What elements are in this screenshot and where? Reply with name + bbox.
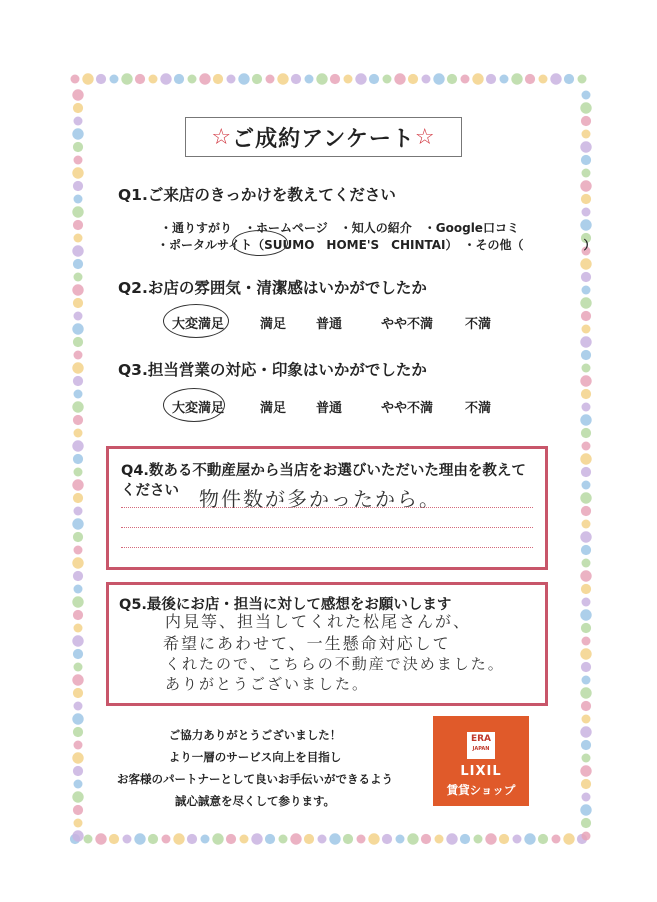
border-dot bbox=[72, 323, 83, 334]
border-dot bbox=[72, 479, 83, 490]
border-dot bbox=[357, 835, 366, 844]
border-dot bbox=[72, 596, 83, 607]
border-dot bbox=[582, 169, 591, 178]
border-dot bbox=[74, 117, 83, 126]
border-dot bbox=[251, 833, 262, 844]
border-dot bbox=[581, 506, 591, 516]
border-dot bbox=[580, 531, 591, 542]
border-dot bbox=[305, 75, 314, 84]
border-dot bbox=[291, 74, 301, 84]
border-dot bbox=[73, 142, 83, 152]
border-dot bbox=[582, 520, 591, 529]
border-dot bbox=[582, 286, 591, 295]
border-dot bbox=[74, 663, 83, 672]
border-dot bbox=[421, 834, 431, 844]
border-dot bbox=[73, 493, 83, 503]
border-dot bbox=[238, 73, 249, 84]
border-dot bbox=[486, 74, 496, 84]
border-dot bbox=[174, 74, 184, 84]
border-dot bbox=[212, 833, 223, 844]
border-dot bbox=[472, 73, 483, 84]
border-dot bbox=[582, 91, 591, 100]
border-dot bbox=[73, 103, 83, 113]
border-dot bbox=[74, 156, 83, 165]
q3-option-very-satisfied: 大変満足 bbox=[172, 401, 225, 416]
border-dot bbox=[581, 740, 591, 750]
border-dot bbox=[580, 453, 591, 464]
q2-option-normal: 普通 bbox=[316, 317, 343, 332]
border-dot bbox=[213, 74, 223, 84]
border-dot bbox=[72, 440, 83, 451]
border-dot bbox=[382, 834, 392, 844]
q4-answer-box bbox=[106, 446, 548, 570]
q2-selection-circle bbox=[163, 304, 229, 338]
q3-option-dissatisfied: 不満 bbox=[465, 401, 492, 416]
border-dot bbox=[422, 75, 431, 84]
border-dot bbox=[580, 297, 591, 308]
border-dot bbox=[73, 376, 83, 386]
border-dot bbox=[524, 833, 535, 844]
border-dot bbox=[582, 325, 591, 334]
border-dot bbox=[74, 390, 83, 399]
border-dot bbox=[582, 442, 591, 451]
border-dot bbox=[539, 75, 548, 84]
star-right-icon: ☆ bbox=[414, 124, 436, 150]
border-dot bbox=[368, 833, 379, 844]
survey-title bbox=[185, 117, 462, 157]
q1-options-row1: ・通りすがり ・ホームページ ・知人の紹介 ・Google口コミ bbox=[160, 221, 519, 235]
q2-option-slightly-dissatisfied: やや不満 bbox=[381, 317, 434, 332]
border-dot bbox=[582, 403, 591, 412]
border-dot bbox=[580, 219, 591, 230]
border-dot bbox=[74, 195, 83, 204]
border-dot bbox=[74, 234, 83, 243]
border-dot bbox=[580, 414, 591, 425]
border-dot bbox=[582, 130, 591, 139]
border-dot bbox=[72, 128, 83, 139]
star-left-icon: ☆ bbox=[211, 124, 233, 150]
border-dot bbox=[580, 492, 591, 503]
border-dot bbox=[72, 362, 83, 373]
border-dot bbox=[73, 571, 83, 581]
border-dot bbox=[344, 75, 353, 84]
border-dot bbox=[73, 181, 83, 191]
border-dot bbox=[72, 401, 83, 412]
q4-line-2 bbox=[121, 527, 533, 528]
border-dot bbox=[72, 713, 83, 724]
thanks-line-4: 誠心誠意を尽くして参ります。 bbox=[174, 794, 336, 808]
border-dot bbox=[513, 835, 522, 844]
q4-handwritten-answer: 物件数が多かったから。 bbox=[199, 487, 441, 511]
border-dot bbox=[580, 765, 591, 776]
border-dot bbox=[173, 833, 184, 844]
border-dot bbox=[252, 74, 262, 84]
border-dot bbox=[160, 73, 171, 84]
border-dot bbox=[73, 688, 83, 698]
border-dot bbox=[199, 73, 210, 84]
border-dot bbox=[74, 468, 83, 477]
border-dot bbox=[148, 834, 158, 844]
border-dot bbox=[95, 833, 106, 844]
border-dot bbox=[73, 454, 83, 464]
border-dot bbox=[290, 833, 301, 844]
border-dot bbox=[581, 116, 591, 126]
border-dot bbox=[74, 546, 83, 555]
border-dot bbox=[71, 75, 80, 84]
border-dot bbox=[581, 779, 591, 789]
q4-line-1 bbox=[121, 507, 533, 508]
q1-selection-circle bbox=[232, 230, 288, 256]
border-dot bbox=[82, 73, 93, 84]
border-dot bbox=[74, 351, 83, 360]
border-dot bbox=[72, 89, 83, 100]
border-dot bbox=[447, 74, 457, 84]
q2-question: Q2.お店の雰囲気・清潔感はいかがでしたか bbox=[118, 279, 427, 297]
border-dot bbox=[550, 73, 561, 84]
lixil-shop-text: 賃貸ショップ bbox=[446, 783, 516, 797]
border-dot bbox=[73, 220, 83, 230]
border-dot bbox=[580, 180, 591, 191]
border-dot bbox=[580, 648, 591, 659]
lixil-logo-text: LIXIL bbox=[460, 764, 502, 779]
border-dot bbox=[580, 102, 591, 113]
border-dot bbox=[580, 336, 591, 347]
border-dot bbox=[74, 702, 83, 711]
border-dot bbox=[580, 687, 591, 698]
border-dot bbox=[582, 364, 591, 373]
era-logo bbox=[467, 732, 495, 759]
q2-option-dissatisfied: 不満 bbox=[465, 317, 492, 332]
border-dot bbox=[446, 833, 457, 844]
border-dot bbox=[187, 834, 197, 844]
border-dot bbox=[74, 780, 83, 789]
border-dot bbox=[582, 793, 591, 802]
border-dot bbox=[582, 208, 591, 217]
q2-option-satisfied: 満足 bbox=[260, 317, 287, 332]
border-dot bbox=[582, 832, 591, 841]
border-dot bbox=[581, 428, 591, 438]
border-dot bbox=[74, 819, 83, 828]
border-dot bbox=[109, 834, 119, 844]
q4-question-line1: Q4.数ある不動産屋から当店をお選びいただいた理由を教えて bbox=[121, 463, 526, 479]
border-dot bbox=[582, 559, 591, 568]
q3-question: Q3.担当営業の対応・印象はいかがでしたか bbox=[118, 361, 427, 379]
thanks-line-2: より一層のサービス向上を目指し bbox=[168, 750, 342, 764]
q3-selection-circle bbox=[163, 388, 225, 422]
border-dot bbox=[396, 835, 405, 844]
border-dot bbox=[73, 532, 83, 542]
border-dot bbox=[240, 835, 249, 844]
border-dot bbox=[383, 75, 392, 84]
border-dot bbox=[499, 834, 509, 844]
q4-question-line2: ください bbox=[121, 483, 179, 499]
border-dot bbox=[96, 74, 106, 84]
border-dot bbox=[435, 835, 444, 844]
border-dot bbox=[581, 311, 591, 321]
border-dot bbox=[72, 206, 83, 217]
border-dot bbox=[329, 833, 340, 844]
q5-answer-box bbox=[106, 582, 548, 706]
border-dot bbox=[330, 74, 340, 84]
border-dot bbox=[343, 834, 353, 844]
border-dot bbox=[581, 194, 591, 204]
thanks-line-1: ご協力ありがとうございました！ bbox=[168, 728, 342, 742]
border-dot bbox=[73, 298, 83, 308]
border-dot bbox=[580, 141, 591, 152]
border-dot bbox=[581, 350, 591, 360]
border-dot bbox=[582, 481, 591, 490]
border-dot bbox=[74, 429, 83, 438]
border-dot bbox=[73, 766, 83, 776]
border-dot bbox=[73, 805, 83, 815]
border-dot bbox=[162, 835, 171, 844]
border-dot bbox=[581, 701, 591, 711]
border-dot bbox=[72, 557, 83, 568]
border-dot bbox=[580, 570, 591, 581]
border-dot bbox=[580, 609, 591, 620]
era-logo-sub: JAPAN bbox=[472, 746, 490, 752]
q5-question: Q5.最後にお店・担当に対して感想をお願いします bbox=[119, 597, 452, 613]
survey-title-text: ご成約アンケート bbox=[232, 126, 415, 152]
thanks-line-3: お客様のパートナーとして良いお手伝いができるよう bbox=[117, 772, 393, 786]
q5-answer-line-2: 希望にあわせて、一生懸命対応して bbox=[163, 634, 451, 653]
border-dot bbox=[227, 75, 236, 84]
border-dot bbox=[318, 835, 327, 844]
border-dot bbox=[578, 75, 587, 84]
border-dot bbox=[73, 727, 83, 737]
border-dot bbox=[149, 75, 158, 84]
q3-option-satisfied: 満足 bbox=[260, 401, 287, 416]
border-dot bbox=[73, 259, 83, 269]
border-dot bbox=[581, 545, 591, 555]
border-dot bbox=[581, 467, 591, 477]
border-dot bbox=[552, 835, 561, 844]
q4-line-3 bbox=[121, 547, 533, 548]
border-dot bbox=[74, 273, 83, 282]
border-dot bbox=[563, 833, 574, 844]
border-dot bbox=[355, 73, 366, 84]
border-dot bbox=[369, 74, 379, 84]
border-dot bbox=[72, 830, 83, 841]
border-dot bbox=[73, 610, 83, 620]
lixil-logo bbox=[433, 716, 529, 806]
border-dot bbox=[188, 75, 197, 84]
border-dot bbox=[581, 584, 591, 594]
border-dot bbox=[581, 272, 591, 282]
q2-option-very-satisfied: 大変満足 bbox=[172, 317, 225, 332]
border-dot bbox=[511, 73, 522, 84]
border-dot bbox=[500, 75, 509, 84]
border-dot bbox=[394, 73, 405, 84]
border-dot bbox=[226, 834, 236, 844]
border-dot bbox=[582, 598, 591, 607]
border-dot bbox=[408, 74, 418, 84]
border-dot bbox=[266, 75, 275, 84]
border-dot bbox=[580, 804, 591, 815]
q3-option-normal: 普通 bbox=[316, 401, 343, 416]
border-dot bbox=[581, 389, 591, 399]
border-dot bbox=[73, 337, 83, 347]
border-dot bbox=[304, 834, 314, 844]
border-dot bbox=[123, 835, 132, 844]
border-dot bbox=[581, 818, 591, 828]
border-dot bbox=[581, 155, 591, 165]
border-dot bbox=[581, 662, 591, 672]
border-dot bbox=[74, 507, 83, 516]
border-dot bbox=[433, 73, 444, 84]
border-dot bbox=[72, 245, 83, 256]
q1-question: Q1.ご来店のきっかけを教えてください bbox=[118, 186, 396, 204]
border-dot bbox=[580, 375, 591, 386]
border-dot bbox=[580, 258, 591, 269]
border-dot bbox=[582, 715, 591, 724]
border-dot bbox=[72, 284, 83, 295]
border-dot bbox=[538, 834, 548, 844]
era-logo-text: ERA bbox=[470, 734, 492, 744]
border-dot bbox=[580, 726, 591, 737]
border-dot bbox=[74, 624, 83, 633]
border-dot bbox=[74, 312, 83, 321]
border-dot bbox=[564, 74, 574, 84]
border-dot bbox=[84, 835, 93, 844]
q1-options-row2: ・ポータルサイト（SUUMO HOME'S CHINTAI） ・その他（ ） bbox=[157, 238, 596, 252]
border-dot bbox=[201, 835, 210, 844]
border-dot bbox=[110, 75, 119, 84]
border-dot bbox=[461, 75, 470, 84]
border-dot bbox=[74, 741, 83, 750]
q5-answer-line-4: ありがとうございました。 bbox=[165, 675, 370, 693]
border-dot bbox=[460, 834, 470, 844]
border-dot bbox=[485, 833, 496, 844]
border-dot bbox=[581, 623, 591, 633]
q5-answer-line-1: 内見等、担当してくれた松尾さんが、 bbox=[165, 612, 472, 631]
q3-option-slightly-dissatisfied: やや不満 bbox=[381, 401, 434, 416]
border-dot bbox=[582, 754, 591, 763]
border-dot bbox=[72, 518, 83, 529]
border-dot bbox=[134, 833, 145, 844]
border-dot bbox=[72, 635, 83, 646]
border-dot bbox=[525, 74, 535, 84]
border-dot bbox=[265, 834, 275, 844]
border-dot bbox=[73, 649, 83, 659]
border-dot bbox=[121, 73, 132, 84]
border-dot bbox=[72, 167, 83, 178]
border-dot bbox=[582, 637, 591, 646]
border-dot bbox=[277, 73, 288, 84]
border-dot bbox=[279, 835, 288, 844]
border-dot bbox=[407, 833, 418, 844]
border-dot bbox=[135, 74, 145, 84]
border-dot bbox=[582, 676, 591, 685]
border-dot bbox=[316, 73, 327, 84]
border-dot bbox=[73, 415, 83, 425]
border-dot bbox=[74, 585, 83, 594]
border-dot bbox=[72, 674, 83, 685]
border-dot bbox=[72, 791, 83, 802]
border-dot bbox=[72, 752, 83, 763]
q5-answer-line-3: くれたので、こちらの不動産で決めました。 bbox=[165, 655, 505, 673]
border-dot bbox=[474, 835, 483, 844]
